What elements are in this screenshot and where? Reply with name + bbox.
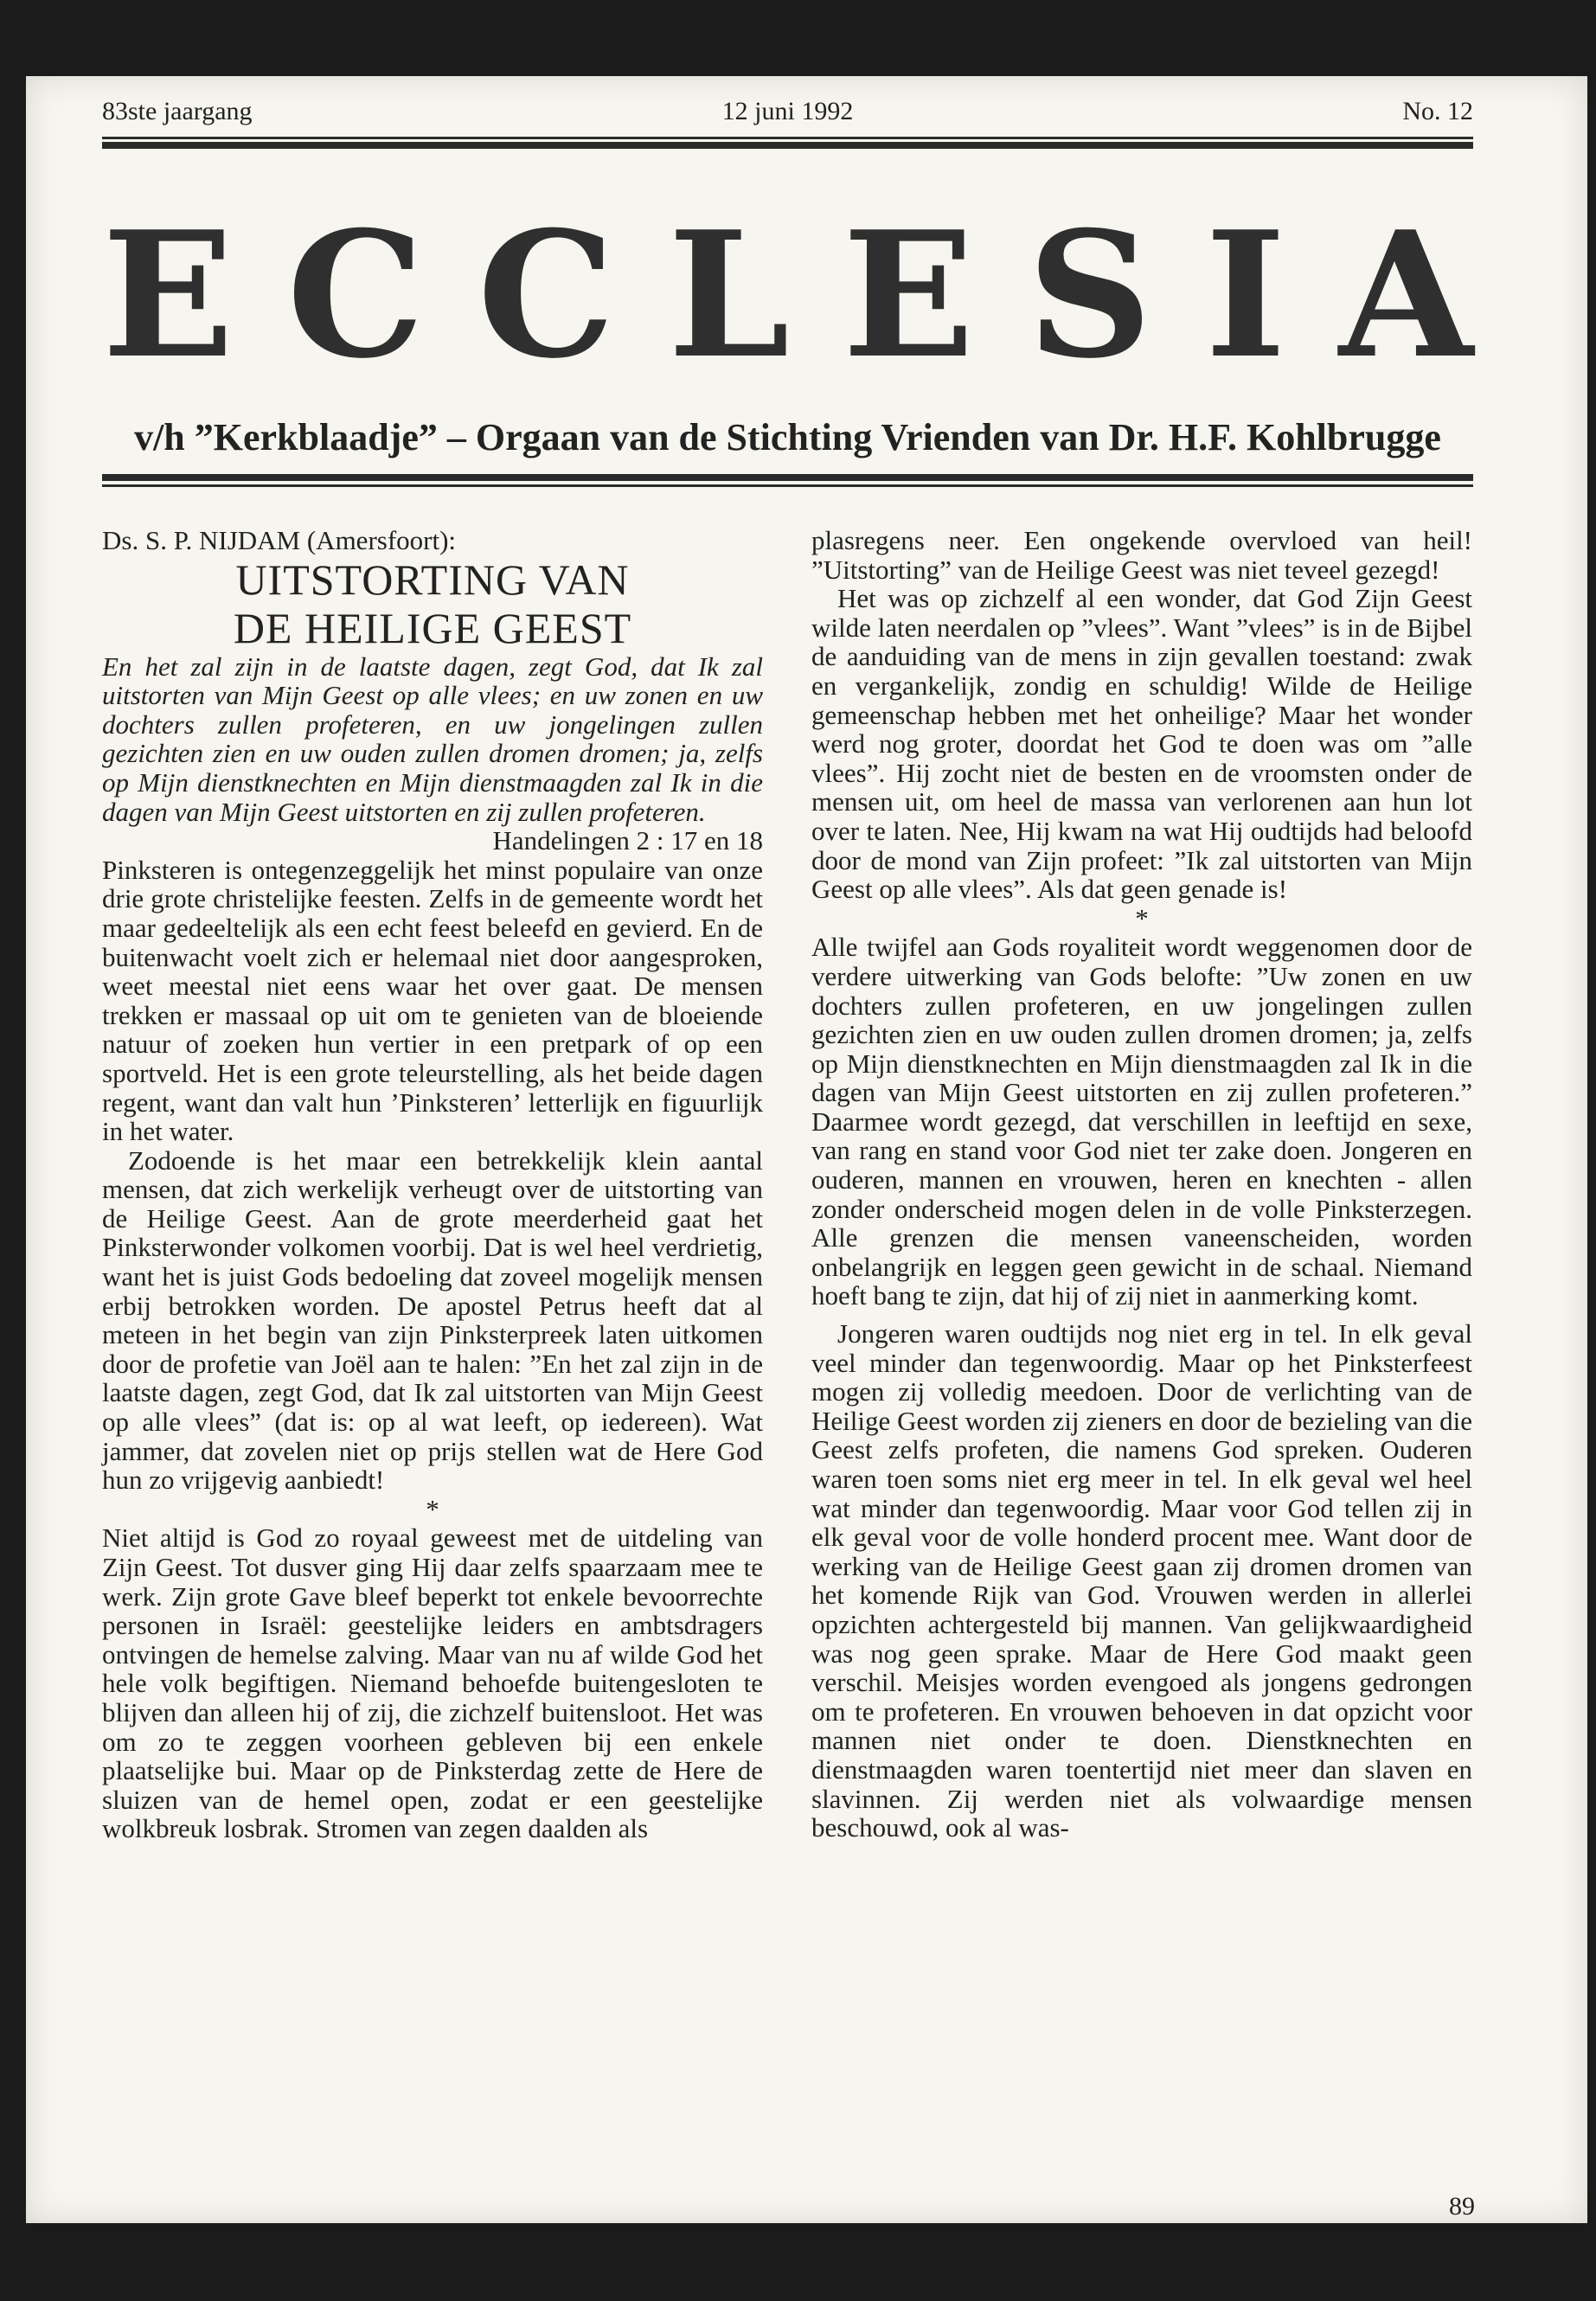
scripture-quote: En het zal zijn in de laatste dagen, zegt God, dat Ik zal uitstorten van Mijn Geest op alle vlees; en uw zonen en uw dochters zullen profeteren, en uw jongelingen zullen gezichten zien en uw ouden zullen dromen dromen; ja, zelfs op Mijn dienstknechten en Mijn dienstmaagden zal Ik in die dagen van Mijn Geest uitstorten en zij zullen profeteren. bbox=[102, 651, 763, 827]
article-author: Ds. S. P. NIJDAM (Amersfoort): bbox=[102, 525, 457, 555]
article-paragraph: Niet altijd is God zo royaal geweest met de uitdeling van Zijn Geest. Tot dusver ging Hij daar zelfs spaarzaam mee te werk. Zijn grote Gave bleef beperkt tot enkele bevoorrechte personen in Israël: geestelijke leiders en ambtsdragers ontvingen de hemelse zalving. Maar van nu af wilde God het hele volk begiftigen. Niemand behoefde buitengesloten te blijven dan alleen hij of zij, die zichzelf buitensloot. Het was om zo te zeggen voorheen gebleven bij een enkele plaatselijke bui. Maar op de Pinksterdag zette de Here de sluizen van de hemel open, zodat er een geestelijke wolkbreuk losbrak. Stromen van zegen daalden als bbox=[102, 1522, 763, 1844]
article-paragraph: plasregens neer. Een ongekende overvloed van heil! ”Uitstorting” van de Heilige Geest was niet teveel gezegd! bbox=[811, 525, 1472, 585]
masthead-rule-thin bbox=[102, 484, 1473, 487]
masthead-letter: A bbox=[1338, 194, 1473, 397]
masthead-rule-thick bbox=[102, 474, 1473, 481]
masthead-letter: L bbox=[668, 194, 790, 397]
masthead-letter: E bbox=[102, 194, 234, 397]
masthead-letter: C bbox=[477, 194, 616, 397]
masthead-letter: S bbox=[1027, 194, 1152, 397]
article-paragraph: Jongeren waren oudtijds nog niet erg in tel. In elk geval veel minder dan tegenwoordig. Maar op het Pinksterfeest mogen zij volledig meedoen. Door de verlichting van de Heilige Geest worden zij zieners en door de bezieling van die Geest zelfs profeten, die namens God spreken. Ouderen waren toen soms niet erg meer in tel. In elk geval wel heel wat minder dan tegenwoordig. Maar voor God tellen zij in elk geval voor de volle honderd procent mee. Want door de werking van de Heilige Geest gaan zij dromen dromen van het komende Rijk van God. Vrouwen werden in allerlei opzichten achtergesteld bij mannen. Van gelijkwaardigheid was nog geen sprake. Maar de Here God maakt geen verschil. Meisjes worden evengoed als jongens gedrongen om te profeteren. En vrouwen behoeven in dat opzicht voor mannen niet onder te doen. Dienstknechten en dienstmaagden waren toentertijd niet meer dan slaven en slavinnen. Zij werden niet als volwaardige mensen beschouwd, ook al was- bbox=[811, 1318, 1472, 1843]
masthead-title bbox=[102, 183, 1473, 408]
jaargang-label: 83ste jaargang bbox=[102, 97, 253, 125]
article-paragraph: Zodoende is het maar een betrekkelijk klein aantal mensen, dat zich werkelijk verheugt over de uitstorting van de Heilige Geest. Aan de grote meerderheid gaat het Pinksterwonder volkomen voorbij. Dat is wel heel verdrietig, want het is juist Gods bedoeling dat zoveel mogelijk mensen erbij betrokken worden. De apostel Petrus heeft dat al meteen in het begin van zijn Pinksterpreek laten uitkomen door de profetie van Joël aan te halen: ”En het zal zijn in de laatste dagen, zegt God, dat Ik zal uitstorten van Mijn Geest op alle vlees” (dat is: op al wat leeft, op iedereen). Wat jammer, dat zovelen niet op prijs stellen wat de Here God hun zo vrijgevig aanbiedt! bbox=[102, 1144, 763, 1496]
header-rule-thick bbox=[102, 142, 1473, 149]
masthead-letter: I bbox=[1205, 194, 1286, 397]
masthead-letter: E bbox=[842, 194, 975, 397]
issue-header bbox=[102, 97, 1473, 135]
section-separator: * bbox=[1135, 902, 1149, 933]
article-paragraph: Pinksteren is ontegenzeggelijk het minst populaire van onze drie grote christelijke feesten. Zelfs in de gemeente wordt het maar gedeeltelijk als een echt feest beleefd en gevierd. En de buitenwacht voelt zich er helemaal niet door aangesproken, weet meestal niet eens waar het over gaat. De mensen trekken er massaal op uit om te genieten van de bloeiende natuur of zoeken hun vertier in een pretpark of op een sportveld. Het is een grote teleurstelling, als het beide dagen regent, want dan valt hun ’Pinksteren’ letterlijk en figuurlijk in het water. bbox=[102, 854, 763, 1147]
article-headline-line1: UITSTORTING VAN bbox=[235, 554, 630, 604]
section-separator: * bbox=[426, 1493, 439, 1524]
article-column-right bbox=[811, 526, 1472, 1843]
article-paragraph: Het was op zichzelf al een wonder, dat God Zijn Geest wilde laten neerdalen op ”vlees”. Want ”vlees” is in de Bijbel de aanduiding van de mens in zijn gevallen toestand: zwak en vergankelijk, zondig en schuldig! Wilde de Heilige gemeenschap hebben met het onheilige? Maar het wonder werd nog groter, doordat het God te doen was om ”alle vlees”. Hij zocht niet de besten en de vroomsten onder de mensen uit, om heel de massa van verlorenen aan hun lot over te laten. Nee, Hij kwam na wat Hij oudtijds had beloofd door de mond van Zijn profeet: ”Ik zal uitstorten van Mijn Geest op alle vlees”. Als dat geen genade is! bbox=[811, 583, 1472, 905]
article-column-left bbox=[102, 526, 763, 1843]
issue-date: 12 juni 1992 bbox=[721, 97, 854, 125]
header-rule-thin bbox=[102, 137, 1473, 139]
issue-number: No. 12 bbox=[1402, 97, 1473, 125]
article-headline-line2: DE HEILIGE GEEST bbox=[233, 603, 632, 652]
masthead-subtitle: v/h ”Kerkblaadje” – Orgaan van de Stichting Vrienden van Dr. H.F. Kohlbrugge bbox=[134, 416, 1441, 458]
scripture-reference: Handelingen 2 : 17 en 18 bbox=[492, 825, 763, 856]
masthead-letter: C bbox=[286, 194, 425, 397]
article-paragraph: Alle twijfel aan Gods royaliteit wordt weggenomen door de verdere uitwerking van Gods belofte: ”Uw zonen en uw dochters zullen profeteren, en uw jongelingen zullen gezichten zien en uw ouden zullen dromen dromen; ja, zelfs op Mijn dienstknechten en Mijn dienstmaagden zal Ik in die dagen van Mijn Geest uitstorten en zij zullen profeteren.” Daarmee wordt gezegd, dat verschillen in leeftijd en sexe, van rang en stand voor God niet ter zake doen. Jongeren en ouderen, mannen en vrouwen, heren en knechten - allen zonder onderscheid mogen delen in de volle Pinksterzegen. Alle grenzen die mensen vaneenscheiden, worden onbelangrijk en leggen geen gewicht in de schaal. Niemand hoeft bang te zijn, dat hij of zij niet in aanmerking komt. bbox=[811, 932, 1472, 1311]
page-number: 89 bbox=[1449, 2192, 1475, 2221]
